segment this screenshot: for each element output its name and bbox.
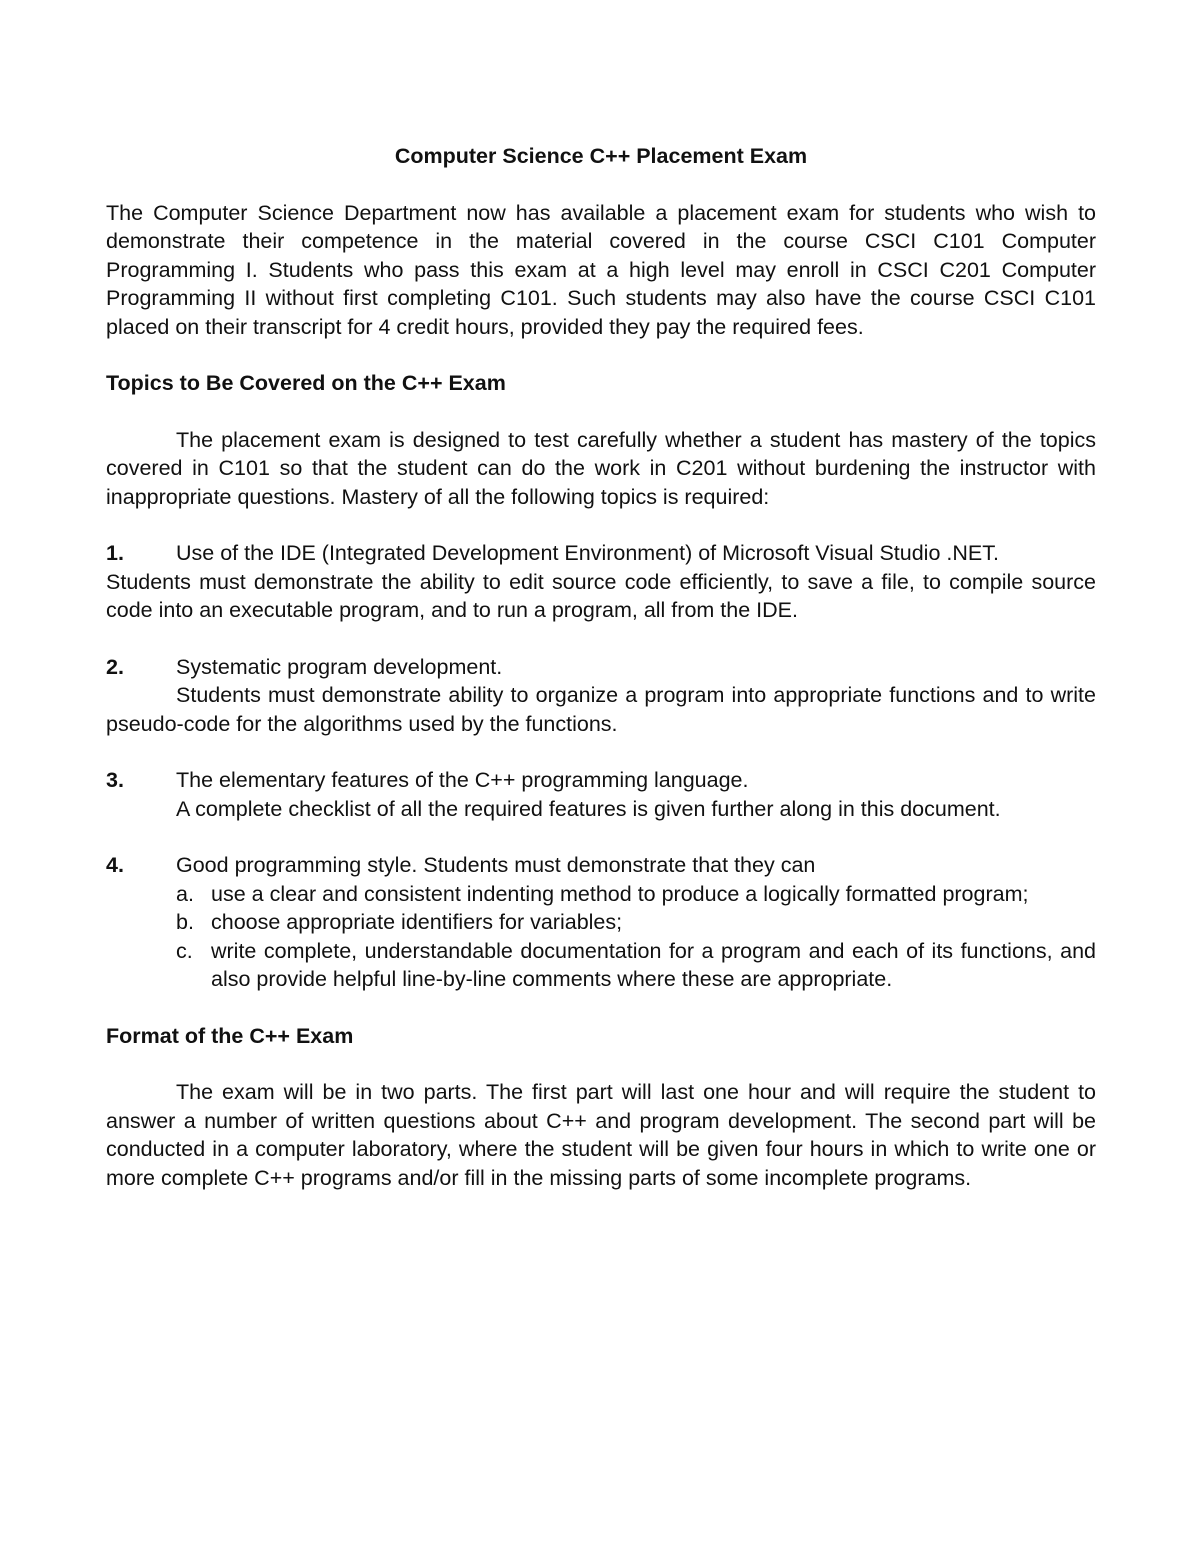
topics-intro-paragraph: The placement exam is designed to test carefully whether a student has mastery of the topics covered in C101 so that the student can do the work in C201 without burdening the instructor with inappropriate questions. Mastery of all the following topics is required: (106, 427, 1096, 509)
topic-item-4 (106, 851, 1096, 994)
intro-paragraph: The Computer Science Department now has available a placement exam for students who wish to demonstrate their competence in the material covered in the course CSCI C101 Computer Programming I. Students who pass this exam at a high level may enroll in CSCI C201 Computer Programming II without first completing C101. Such students may also have the course CSCI C101 placed on their transcript for 4 credit hours, provided they pay the required fees. (106, 200, 1096, 339)
topic-title: Systematic program development. (176, 654, 503, 679)
sub-letter: b. (176, 910, 194, 934)
format-heading: Format of the C++ Exam (106, 1023, 354, 1048)
topic-item-1 (106, 539, 1096, 625)
topic-item-3 (106, 766, 1096, 823)
sub-text: write complete, understandable documentation for a program and each of its functions, and also provide helpful line-by-line comments where these are appropriate. (211, 938, 1096, 991)
style-sublist (106, 880, 1096, 994)
format-paragraph: The exam will be in two parts. The first part will last one hour and will require the student to answer a number of written questions about C++ and program development. The second part will be conducted in a computer laboratory, where the student will be given four hours in which to write one or more complete C++ programs and/or fill in the missing parts of some incomplete programs. (106, 1080, 1096, 1190)
topic-number: 4. (106, 853, 124, 877)
topic-title: Use of the IDE (Integrated Development Environment) of Microsoft Visual Studio .NET. (176, 541, 999, 565)
sub-text: choose appropriate identifiers for variables; (211, 910, 623, 934)
topic-number: 3. (106, 768, 124, 792)
topic-title: Good programming style. Students must demonstrate that they can (176, 853, 816, 877)
topic-body: Students must demonstrate the ability to edit source code efficiently, to save a file, to compile source code into an executable program, and to run a program, all from the IDE. (106, 569, 1096, 622)
topics-heading: Topics to Be Covered on the C++ Exam (106, 371, 506, 395)
list-item (106, 908, 1096, 937)
page-title: Computer Science C++ Placement Exam (394, 144, 808, 168)
topic-item-2 (106, 653, 1096, 739)
list-item (106, 880, 1096, 909)
topic-number: 1. (106, 541, 124, 565)
topic-body: Students must demonstrate ability to organize a program into appropriate functions and to write pseudo-code for the algorithms used by the functions. (106, 683, 1096, 736)
topic-title: The elementary features of the C++ programming language. (176, 768, 749, 792)
topic-number: 2. (106, 654, 124, 679)
document-content (106, 142, 1096, 1220)
topic-body: A complete checklist of all the required features is given further along in this document. (176, 796, 1001, 821)
list-item (106, 937, 1096, 994)
sub-letter: a. (176, 881, 194, 906)
sub-letter: c. (176, 938, 193, 963)
sub-text: use a clear and consistent indenting method to produce a logically formatted program; (211, 881, 1029, 906)
